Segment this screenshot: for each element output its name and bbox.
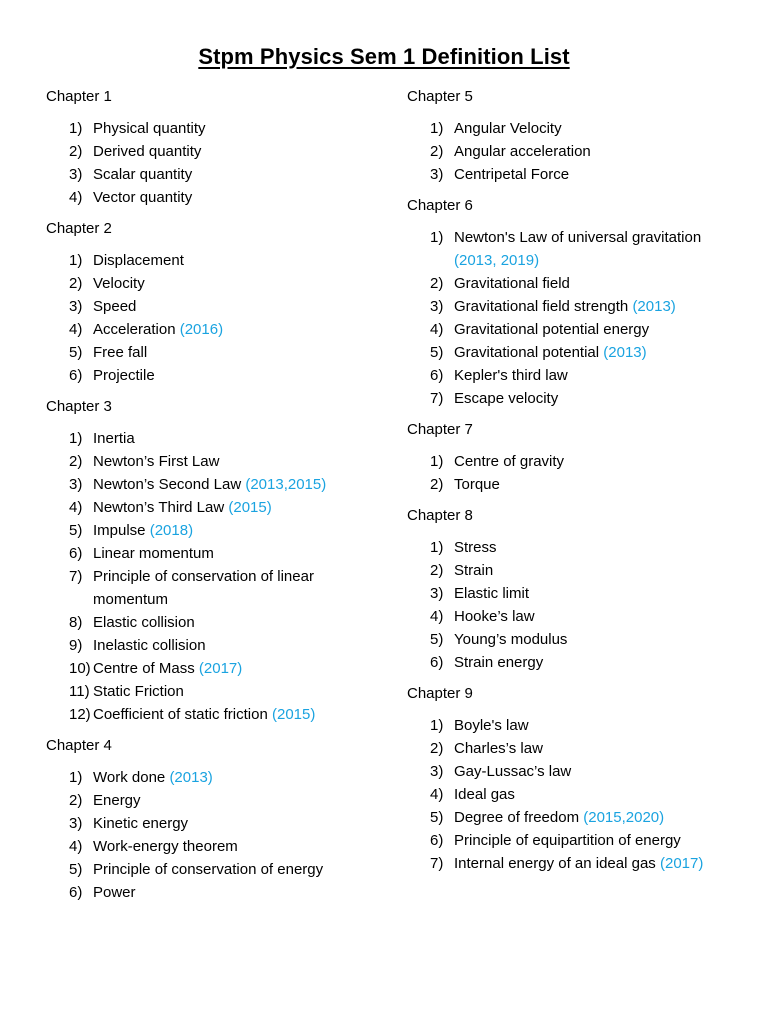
item-number: 3) [69, 298, 83, 315]
list-item [46, 858, 376, 881]
item-text: Centripetal Force [454, 166, 570, 183]
exam-year-tag: (2017) [198, 660, 243, 677]
list-item [407, 737, 747, 760]
item-text: Energy [93, 792, 141, 809]
item-text: Work done [93, 769, 166, 786]
item-number: 12) [69, 706, 91, 723]
item-number: 8) [69, 614, 83, 631]
list-item [407, 628, 747, 651]
item-number: 2) [430, 275, 444, 292]
item-number: 5) [430, 631, 444, 648]
list-item [46, 766, 376, 789]
definition-list [407, 714, 747, 875]
item-text: Gravitational potential energy [454, 321, 650, 338]
item-text: Displacement [93, 252, 184, 269]
definition-list [407, 450, 747, 496]
item-text: Stress [454, 539, 497, 556]
definition-list [46, 117, 376, 209]
list-item [407, 341, 747, 364]
list-item [46, 341, 376, 364]
item-number: 4) [69, 838, 83, 855]
list-item [46, 703, 376, 726]
item-number: 6) [430, 367, 444, 384]
chapter-section [407, 685, 747, 875]
item-text: Inelastic collision [93, 637, 206, 654]
exam-year-tag: (2013) [632, 298, 676, 315]
list-item [407, 783, 747, 806]
chapter-title: Chapter 2 [46, 220, 112, 237]
list-item [46, 249, 376, 272]
list-item [46, 427, 376, 450]
item-text: Angular acceleration [454, 143, 591, 160]
item-text: Speed [93, 298, 137, 315]
list-item [407, 559, 747, 582]
list-item [407, 387, 747, 410]
list-item [46, 680, 376, 703]
item-number: 2) [69, 453, 83, 470]
exam-year-tag: (2013) [169, 769, 213, 786]
item-text: Work-energy theorem [93, 838, 238, 855]
item-text: Principle of conservation of linear momentum [93, 568, 314, 608]
item-number: 1) [430, 120, 444, 137]
chapter-section [46, 737, 376, 904]
exam-year-tag: (2018) [149, 522, 194, 539]
item-number: 1) [69, 769, 83, 786]
item-text: Boyle's law [454, 717, 529, 734]
item-number: 3) [430, 166, 444, 183]
item-number: 1) [69, 430, 83, 447]
exam-year-tag: (2013,2015) [245, 476, 327, 493]
list-item [46, 295, 376, 318]
list-item [46, 117, 376, 140]
list-item [46, 881, 376, 904]
item-number: 2) [430, 476, 444, 493]
item-number: 4) [430, 321, 444, 338]
item-text: Hooke’s law [454, 608, 535, 625]
list-item [407, 760, 747, 783]
list-item [46, 318, 376, 341]
item-number: 2) [430, 562, 444, 579]
item-text: Derived quantity [93, 143, 202, 160]
item-number: 3) [430, 298, 444, 315]
chapter-title: Chapter 3 [46, 398, 112, 415]
list-item [46, 789, 376, 812]
list-item [46, 186, 376, 209]
item-number: 5) [69, 522, 83, 539]
list-item [46, 272, 376, 295]
item-number: 10) [69, 660, 91, 677]
list-item [407, 473, 747, 496]
item-number: 11) [69, 683, 90, 700]
item-text: Velocity [93, 275, 145, 292]
item-text: Charles’s law [454, 740, 543, 757]
definition-list [407, 536, 747, 674]
list-item [46, 657, 376, 680]
item-text: Torque [454, 476, 500, 493]
exam-year-tag: (2017) [659, 855, 704, 872]
item-number: 5) [430, 344, 444, 361]
item-number: 3) [69, 815, 83, 832]
list-item [407, 295, 747, 318]
item-number: 2) [69, 275, 83, 292]
list-item [407, 806, 747, 829]
chapter-section [46, 88, 376, 209]
item-number: 2) [430, 143, 444, 160]
item-text: Young’s modulus [454, 631, 568, 648]
definition-list [407, 117, 747, 186]
item-text: Kepler's third law [454, 367, 568, 384]
list-item [407, 163, 747, 186]
item-number: 5) [69, 861, 83, 878]
list-item [46, 140, 376, 163]
list-item [407, 536, 747, 559]
item-number: 4) [430, 608, 444, 625]
item-text: Coefficient of static friction [93, 706, 268, 723]
list-item [407, 829, 747, 852]
item-text: Principle of conservation of energy [93, 861, 324, 878]
item-number: 3) [430, 763, 444, 780]
item-text: Gay-Lussac’s law [454, 763, 572, 780]
definition-list [46, 766, 376, 904]
item-number: 2) [430, 740, 444, 757]
list-item [46, 542, 376, 565]
exam-year-tag: (2013, 2019) [454, 252, 540, 269]
item-text: Newton's Law of universal gravitation [454, 229, 702, 246]
item-text: Newton’s First Law [93, 453, 220, 470]
item-text: Vector quantity [93, 189, 193, 206]
chapter-title: Chapter 8 [407, 507, 473, 524]
item-number: 7) [69, 568, 83, 585]
item-number: 5) [69, 344, 83, 361]
item-text: Static Friction [93, 683, 184, 700]
list-item [407, 605, 747, 628]
item-number: 4) [69, 189, 83, 206]
chapter-section [407, 421, 747, 496]
item-text: Principle of equipartition of energy [454, 832, 681, 849]
item-text: Elastic limit [454, 585, 530, 602]
list-item [46, 473, 376, 496]
item-text: Power [93, 884, 136, 901]
item-number: 7) [430, 855, 444, 872]
exam-year-tag: (2015,2020) [583, 809, 665, 826]
list-item [46, 450, 376, 473]
item-text: Acceleration [93, 321, 176, 338]
chapter-title: Chapter 1 [46, 88, 112, 105]
list-item [407, 318, 747, 341]
list-item [407, 364, 747, 387]
item-text: Newton’s Second Law [93, 476, 242, 493]
item-number: 4) [69, 499, 83, 516]
list-item [407, 450, 747, 473]
item-text: Centre of Mass [93, 660, 195, 677]
list-item [46, 812, 376, 835]
item-number: 7) [430, 390, 444, 407]
item-number: 5) [430, 809, 444, 826]
chapter-title: Chapter 4 [46, 737, 112, 754]
item-number: 2) [69, 143, 83, 160]
list-item [46, 565, 376, 611]
list-item [407, 117, 747, 140]
right-column [407, 88, 747, 886]
list-item [407, 582, 747, 605]
item-text: Linear momentum [93, 545, 214, 562]
item-text: Impulse [93, 522, 146, 539]
chapter-title: Chapter 7 [407, 421, 473, 438]
list-item [407, 272, 747, 295]
list-item [46, 519, 376, 542]
item-number: 6) [430, 654, 444, 671]
list-item [46, 634, 376, 657]
item-text: Free fall [93, 344, 148, 361]
chapter-title: Chapter 5 [407, 88, 473, 105]
exam-year-tag: (2015) [228, 499, 272, 516]
list-item [407, 714, 747, 737]
item-text: Centre of gravity [454, 453, 565, 470]
item-text: Gravitational potential [454, 344, 600, 361]
list-item [407, 140, 747, 163]
item-number: 1) [69, 120, 83, 137]
item-number: 1) [430, 453, 444, 470]
definition-list [46, 249, 376, 387]
item-number: 9) [69, 637, 83, 654]
item-text: Scalar quantity [93, 166, 193, 183]
item-number: 3) [69, 166, 83, 183]
item-number: 4) [430, 786, 444, 803]
item-number: 1) [430, 229, 444, 246]
item-text: Physical quantity [93, 120, 206, 137]
item-text: Escape velocity [454, 390, 559, 407]
item-number: 3) [69, 476, 83, 493]
exam-year-tag: (2015) [271, 706, 316, 723]
list-item [407, 651, 747, 674]
item-text: Projectile [93, 367, 155, 384]
list-item [407, 852, 747, 875]
list-item [46, 835, 376, 858]
item-text: Internal energy of an ideal gas [454, 855, 656, 872]
item-text: Ideal gas [454, 786, 515, 803]
item-text: Kinetic energy [93, 815, 189, 832]
item-text: Strain [454, 562, 494, 579]
chapter-title: Chapter 6 [407, 197, 473, 214]
item-text: Degree of freedom [454, 809, 580, 826]
item-text: Newton’s Third Law [93, 499, 225, 516]
item-number: 6) [69, 367, 83, 384]
item-number: 1) [69, 252, 83, 269]
exam-year-tag: (2013) [603, 344, 647, 361]
definition-list [46, 427, 376, 726]
item-text: Gravitational field [454, 275, 570, 292]
chapter-section [46, 220, 376, 387]
chapter-section [407, 197, 747, 410]
list-item [46, 364, 376, 387]
list-item [407, 226, 747, 272]
list-item [46, 163, 376, 186]
chapter-section [407, 507, 747, 674]
item-text: Gravitational field strength [454, 298, 629, 315]
chapter-section [407, 88, 747, 186]
left-column [46, 88, 376, 915]
item-number: 1) [430, 539, 444, 556]
item-number: 6) [430, 832, 444, 849]
item-text: Inertia [93, 430, 135, 447]
item-number: 3) [430, 585, 444, 602]
exam-year-tag: (2016) [179, 321, 224, 338]
definition-list [407, 226, 747, 410]
item-number: 6) [69, 884, 83, 901]
chapter-section [46, 398, 376, 726]
item-number: 4) [69, 321, 83, 338]
item-text: Elastic collision [93, 614, 195, 631]
item-text: Angular Velocity [454, 120, 562, 137]
item-text: Strain energy [454, 654, 544, 671]
list-item [46, 611, 376, 634]
list-item [46, 496, 376, 519]
item-number: 6) [69, 545, 83, 562]
page-title: Stpm Physics Sem 1 Definition List [198, 44, 570, 69]
item-number: 1) [430, 717, 444, 734]
chapter-title: Chapter 9 [407, 685, 473, 702]
item-number: 2) [69, 792, 83, 809]
